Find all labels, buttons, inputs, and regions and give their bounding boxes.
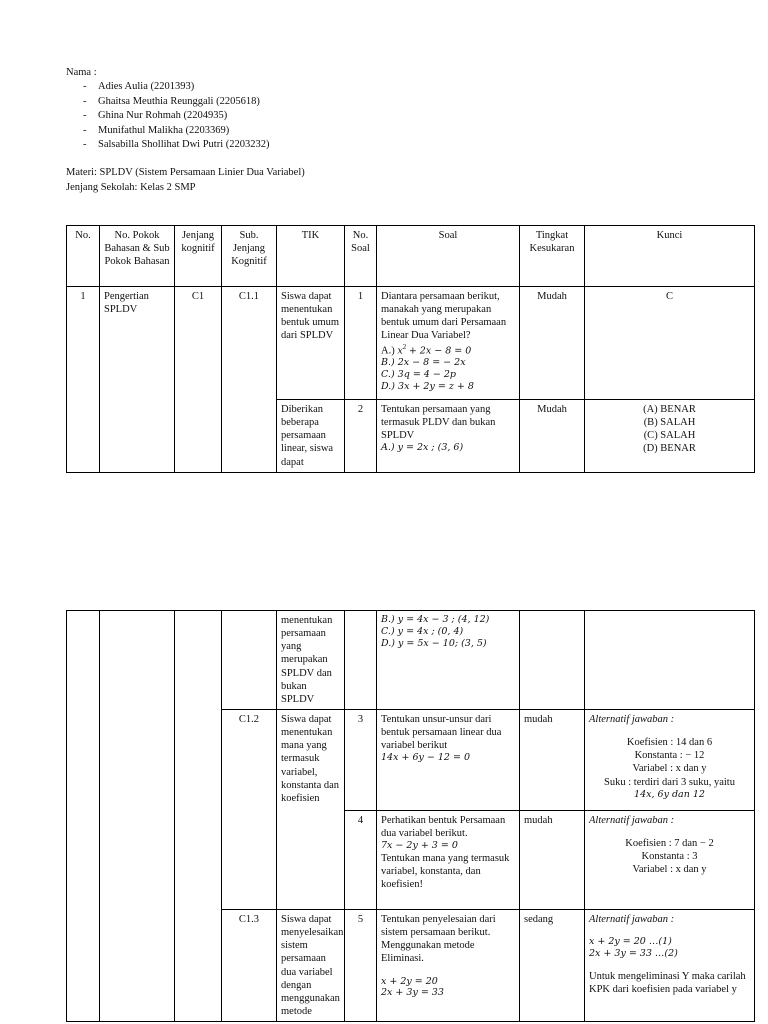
option-c: C.) y = 4x ; (0, 4) [381, 625, 464, 637]
header-pokok: No. Pokok Bahasan & Sub Pokok Bahasan [100, 226, 175, 287]
row-pokok [100, 611, 175, 1022]
row-kunci: C [585, 287, 755, 400]
member-item: - Munifathul Malikha (2203369) [66, 124, 726, 138]
row-tingkat: mudah [520, 710, 585, 811]
header-nosoal: No. Soal [345, 226, 377, 287]
option-d: D.) 3x + 2y = z + 8 [381, 380, 474, 392]
row-nosoal: 4 [345, 811, 377, 910]
row-kunci [585, 611, 755, 710]
soal-text: Tentukan penyelesaian dari sistem persamaan berikut. Menggunakan metode Eliminasi. [381, 914, 496, 965]
kisi-kisi-table [66, 225, 755, 473]
option-b: B.) 2x − 8 = − 2x [381, 357, 466, 369]
alt-answer-label: Alternatif jawaban : [589, 815, 675, 826]
soal-text: Tentukan persamaan yang termasuk PLDV dan bukan SPLDV [381, 404, 496, 442]
row-tik: menentukan persamaan yang merupakan SPLDV dan bukan SPLDV [277, 611, 345, 710]
row-soal [377, 811, 520, 910]
jenjang-line: Jenjang Sekolah: Kelas 2 SMP [66, 181, 196, 193]
option-a-var: x [397, 345, 403, 356]
soal-text: Diantara persamaan berikut, manakah yang merupakan bentuk umum dari Persamaan Linear Dua Variabel? [381, 291, 507, 342]
answer-line: x + 2y = 20 …(1) [589, 936, 672, 948]
option-a-exponent: 2 [402, 342, 407, 351]
header-kognitif: Jenjang kognitif [175, 226, 222, 287]
option-a-rest: + 2x − 8 = 0 [408, 345, 472, 356]
option-b: B.) y = 4x − 3 ; (4, 12) [381, 614, 490, 625]
row-sub: C1.3 [222, 910, 277, 1022]
materi-line: Materi: SPLDV (Sistem Persamaan Linier Dua Variabel) [66, 167, 305, 179]
soal-text: Tentukan mana yang termasuk variabel, konstanta, dan koefisien! [381, 853, 510, 891]
alt-answer-label: Alternatif jawaban : [589, 914, 675, 925]
option-a: A.) y = 2x ; (3, 6) [381, 442, 464, 454]
row-tik: Siswa dapat menentukan mana yang termasuk variabel, konstanta dan koefisien [277, 710, 345, 910]
row-nosoal: 1 [345, 287, 377, 400]
row-tingkat: sedang [520, 910, 585, 1022]
row-soal [377, 910, 520, 1022]
soal-equation: 7x − 2y + 3 = 0 [381, 840, 458, 852]
soal-equation: 2x + 3y = 33 [381, 987, 444, 999]
row-kunci [585, 710, 755, 811]
row-nosoal [345, 611, 377, 710]
answer-line: 14x, 6y dan 12 [634, 788, 705, 800]
row-soal [377, 611, 520, 710]
row-kunci [585, 811, 755, 910]
table-header-row [67, 226, 755, 287]
header-sub: Sub. Jenjang Kognitif [222, 226, 277, 287]
kunci-item: (C) SALAH [643, 430, 696, 442]
answer-line: Koefisien : 7 dan − 2 [625, 838, 714, 850]
answer-line: Variabel : x dan y [632, 763, 707, 775]
soal-text: Perhatikan bentuk Persamaan dua variabel berikut. [381, 815, 506, 840]
row-tik: Diberikan beberapa persamaan linear, siswa dapat [277, 400, 345, 473]
option-d: D.) y = 5x − 10; (3, 5) [381, 637, 487, 649]
row-no: 1 [67, 287, 100, 473]
row-no [67, 611, 100, 1022]
row-sub: C1.2 [222, 710, 277, 910]
row-kognitif [175, 611, 222, 1022]
header-soal: Soal [377, 226, 520, 287]
member-item: - Ghaitsa Meuthia Reunggali (2205618) [66, 95, 726, 109]
answer-line: 2x + 3y = 33 …(2) [589, 948, 678, 959]
row-nosoal: 2 [345, 400, 377, 473]
row-tingkat [520, 611, 585, 710]
soal-equation: 14x + 6y − 12 = 0 [381, 752, 470, 764]
header-tik: TIK [277, 226, 345, 287]
soal-equation: x + 2y = 20 [381, 975, 438, 987]
answer-line: Konstanta : − 12 [634, 750, 705, 762]
row-tik: Siswa dapat menyelesaikan sistem persamaan dua variabel dengan menggunakan metode [277, 910, 345, 1022]
row-tik: Siswa dapat menentukan bentuk umum dari SPLDV [277, 287, 345, 400]
row-kognitif: C1 [175, 287, 222, 473]
row-nosoal: 5 [345, 910, 377, 1022]
soal-text: Tentukan unsur-unsur dari bentuk persamaan linear dua variabel berikut [381, 714, 502, 752]
option-a-label: A.) [381, 345, 395, 356]
header-kunci: Kunci [585, 226, 755, 287]
row-tingkat: mudah [520, 811, 585, 910]
answer-line: Koefisien : 14 dan 6 [626, 737, 713, 749]
answer-line: Suku : terdiri dari 3 suku, yaitu [604, 776, 735, 788]
answer-line: Konstanta : 3 [641, 851, 698, 863]
row-kunci [585, 400, 755, 473]
kunci-item: (A) BENAR [643, 404, 696, 415]
answer-line: Variabel : x dan y [632, 864, 707, 876]
member-item: - Adies Aulia (2201393) [66, 80, 726, 94]
row-tingkat: Mudah [520, 400, 585, 473]
row-soal [377, 710, 520, 811]
kunci-item: (B) SALAH [643, 417, 696, 429]
header-no: No. [67, 226, 100, 287]
kisi-kisi-table-continued [66, 610, 755, 1022]
table-row [67, 287, 755, 400]
row-soal [377, 400, 520, 473]
header-tingkat: Tingkat Kesukaran [520, 226, 585, 287]
row-soal [377, 287, 520, 400]
member-item: - Ghina Nur Rohmah (2204935) [66, 109, 726, 123]
row-kunci [585, 910, 755, 1022]
row-tingkat: Mudah [520, 287, 585, 400]
alt-answer-label: Alternatif jawaban : [589, 714, 675, 725]
row-sub: C1.1 [222, 287, 277, 473]
option-a [381, 343, 515, 358]
option-c: C.) 3q = 4 − 2p [381, 369, 456, 380]
row-pokok: Pengertian SPLDV [100, 287, 175, 473]
nama-label: Nama : [66, 67, 97, 78]
kunci-item: (D) BENAR [643, 443, 696, 455]
member-item: - Salsabilla Shollihat Dwi Putri (2203232) [66, 138, 726, 152]
document-header [66, 66, 726, 195]
row-sub [222, 611, 277, 710]
member-list [66, 80, 726, 152]
row-nosoal: 3 [345, 710, 377, 811]
table-row [67, 611, 755, 710]
answer-line: Untuk mengeliminasi Y maka carilah KPK dari koefisien pada variabel y [589, 970, 746, 995]
